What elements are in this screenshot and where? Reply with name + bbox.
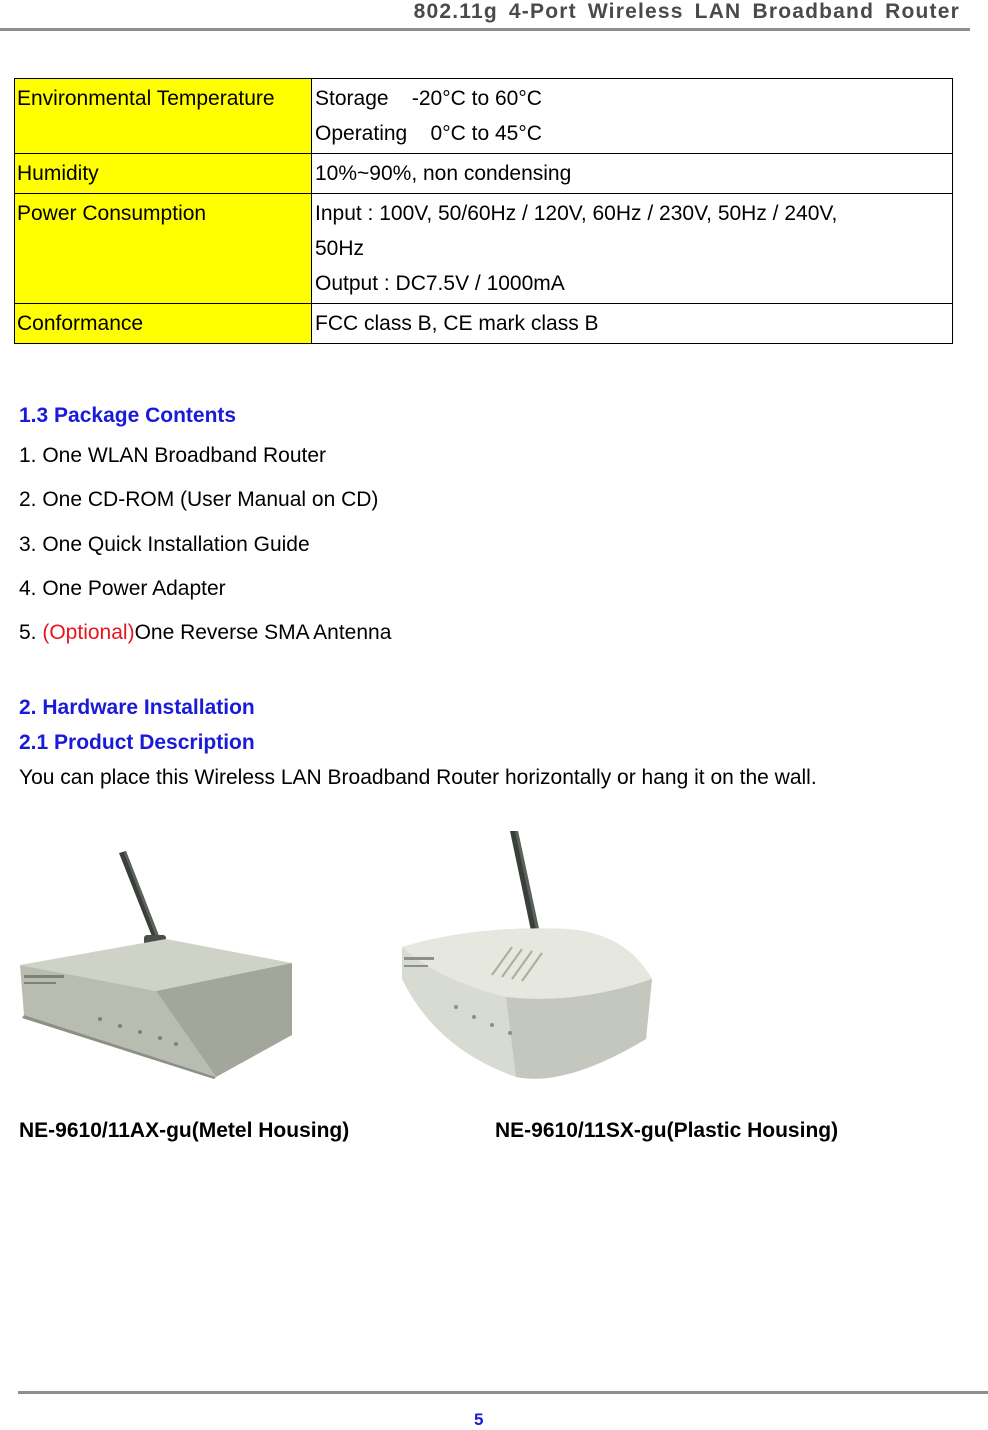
spec-value-line: Output : DC7.5V / 1000mA	[315, 272, 565, 295]
spec-label: Power Consumption	[15, 194, 312, 304]
package-item-5	[19, 621, 391, 645]
spec-value	[312, 194, 953, 304]
specifications-table	[14, 78, 953, 344]
package-item-1: 1. One WLAN Broadband Router	[19, 444, 327, 467]
package-item-4: 4. One Power Adapter	[19, 577, 226, 600]
spec-row-power-consumption	[15, 194, 953, 304]
spec-value-line: FCC class B, CE mark class B	[315, 312, 599, 335]
footer-rule	[18, 1391, 988, 1394]
package-item-5-text: One Reverse SMA Antenna	[134, 621, 392, 644]
header-title: 802.11g 4-Port Wireless LAN Broadband Router	[413, 0, 960, 23]
spec-row-conformance	[15, 304, 953, 344]
spec-value-line: 10%~90%, non condensing	[315, 162, 572, 185]
page-number: 5	[474, 1410, 484, 1429]
hardware-installation-heading: 2. Hardware Installation	[19, 696, 255, 719]
plastic-router-image	[396, 829, 656, 1081]
optional-label: (Optional)	[42, 621, 135, 644]
spec-value-line: Input : 100V, 50/60Hz / 120V, 60Hz / 230V, 50Hz / 240V,	[315, 202, 838, 225]
spec-value	[312, 154, 953, 194]
package-item-2: 2. One CD-ROM (User Manual on CD)	[19, 488, 379, 511]
header-rule	[0, 28, 970, 31]
metal-router-image	[16, 845, 296, 1081]
spec-value-line: Storage -20°C to 60°C	[315, 87, 542, 110]
spec-value	[312, 304, 953, 344]
spec-row-environmental-temperature	[15, 79, 953, 154]
spec-label: Environmental Temperature	[15, 79, 312, 154]
product-caption-plastic: NE-9610/11SX-gu(Plastic Housing)	[495, 1119, 839, 1142]
spec-row-humidity	[15, 154, 953, 194]
package-contents-heading: 1.3 Package Contents	[19, 404, 237, 427]
product-caption-metal: NE-9610/11AX-gu(Metel Housing)	[19, 1119, 350, 1142]
product-description-text: You can place this Wireless LAN Broadband Router horizontally or hang it on the wall.	[19, 766, 817, 789]
spec-label: Humidity	[15, 154, 312, 194]
product-description-heading: 2.1 Product Description	[19, 731, 255, 754]
package-item-3: 3. One Quick Installation Guide	[19, 533, 310, 556]
package-item-5-prefix: 5.	[19, 621, 43, 644]
spec-label: Conformance	[15, 304, 312, 344]
spec-value	[312, 79, 953, 154]
spec-value-line: 50Hz	[315, 237, 365, 260]
spec-value-line: Operating 0°C to 45°C	[315, 122, 542, 145]
